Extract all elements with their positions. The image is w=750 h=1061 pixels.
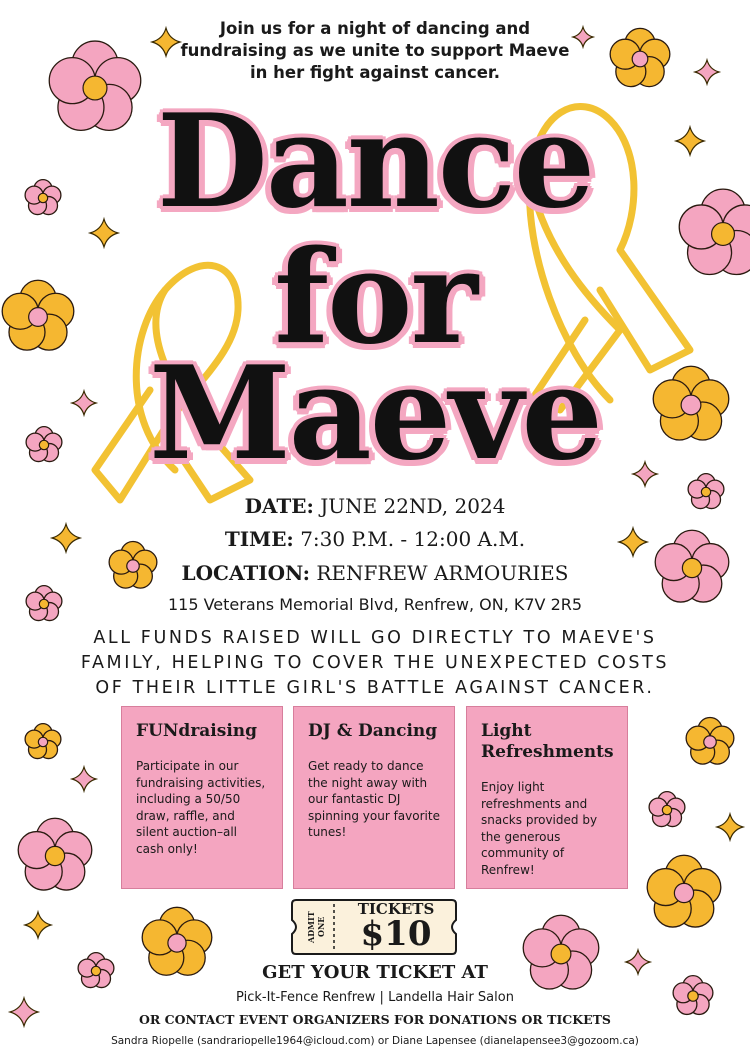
event-time xyxy=(0,527,750,551)
event-address: 115 Veterans Memorial Blvd, Renfrew, ON, K7V 2R5 xyxy=(167,595,583,614)
title-word-for: for xyxy=(274,223,476,373)
intro-line: in her fight against cancer. xyxy=(249,63,500,82)
location-label: LOCATION: xyxy=(181,561,310,585)
yellow-flower-icon xyxy=(647,855,721,927)
ticket-graphic xyxy=(288,896,460,958)
ticket-price: $10 xyxy=(360,914,432,954)
card-title: DJ & Dancing xyxy=(308,721,438,741)
card-body: Get ready to dance the night away with our fantastic DJ spinning your favorite tunes! xyxy=(308,759,440,839)
sparkle-icon xyxy=(72,767,96,791)
date-value: JUNE 22ND, 2024 xyxy=(320,494,506,518)
yellow-flower-icon xyxy=(25,724,61,759)
funds-line: FAMILY, HELPING TO COVER THE UNEXPECTED COSTS xyxy=(80,653,670,673)
time-value: 7:30 P.M. - 12:00 A.M. xyxy=(300,527,526,551)
time-label: TIME: xyxy=(224,527,294,551)
funds-line: OF THEIR LITTLE GIRL'S BATTLE AGAINST CANCER. xyxy=(95,678,655,698)
intro-text xyxy=(140,18,610,84)
ticket-label: TICKETS xyxy=(357,900,435,918)
card-body: Enjoy light refreshments and snacks provided by the generous community of Renfrew! xyxy=(481,780,598,877)
funds-statement xyxy=(30,626,720,701)
card-title: Light Refreshments xyxy=(481,721,614,762)
organizer-contacts: Sandra Riopelle (sandrariopelle1964@icloud.com) or Diane Lapensee (dianelapensee3@gozoom.ca) xyxy=(111,1035,639,1047)
funds-line: ALL FUNDS RAISED WILL GO DIRECTLY TO MAEVE'S xyxy=(93,628,657,648)
sparkle-icon xyxy=(695,60,719,84)
card-body: Participate in our fundraising activities, including a 50/50 draw, raffle, and silent auction–all cash only! xyxy=(136,759,266,856)
yellow-flower-icon xyxy=(686,718,734,765)
title-word-maeve: Maeve xyxy=(149,339,601,489)
date-label: DATE: xyxy=(244,494,314,518)
sparkle-icon xyxy=(717,814,743,840)
location-value: RENFREW ARMOURIES xyxy=(316,561,569,585)
title-word-dance: Dance xyxy=(156,87,594,237)
yellow-flower-icon xyxy=(610,28,670,86)
feature-card-dj-dancing xyxy=(293,706,455,889)
contact-heading: OR CONTACT EVENT ORGANIZERS FOR DONATIONS OR TICKETS xyxy=(139,1012,611,1027)
event-date xyxy=(0,494,750,518)
feature-card-refreshments xyxy=(466,706,628,889)
sparkle-icon xyxy=(25,912,51,938)
pink-flower-icon xyxy=(649,792,685,827)
intro-line: fundraising as we unite to support Maeve xyxy=(180,41,570,60)
intro-line: Join us for a night of dancing and xyxy=(219,19,531,38)
get-ticket-heading: GET YOUR TICKET AT xyxy=(262,962,488,983)
pink-flower-icon xyxy=(18,818,92,890)
ticket-venues: Pick-It-Fence Renfrew | Landella Hair Salon xyxy=(236,990,514,1005)
feature-card-fundraising xyxy=(121,706,283,889)
event-location xyxy=(0,561,750,585)
ticket-admit-one: ADMIT ONE xyxy=(306,911,326,943)
card-title: FUNdraising xyxy=(136,721,258,741)
